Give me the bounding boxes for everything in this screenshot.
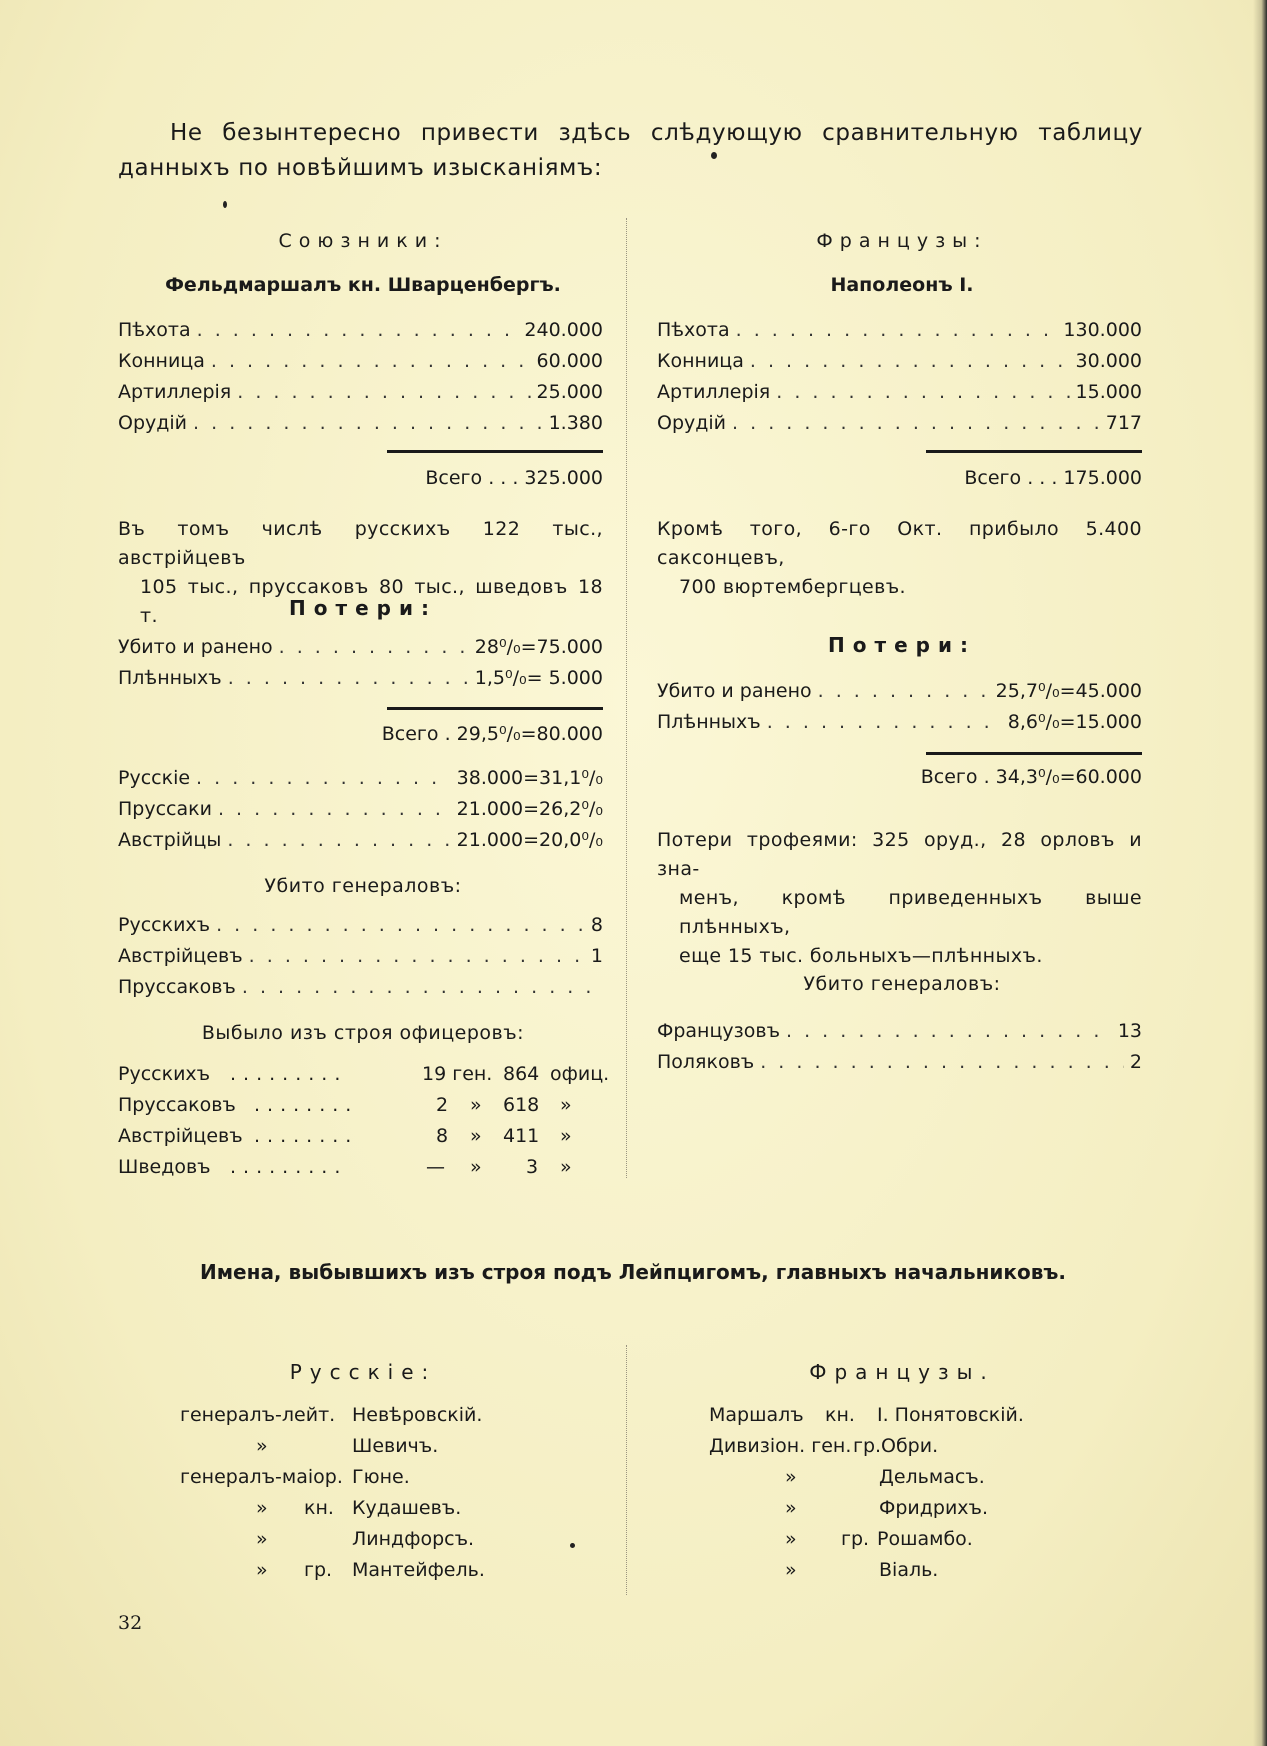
french-names-heading: Французы.	[809, 1360, 995, 1384]
sum-rule	[387, 707, 603, 710]
officer-unit: »	[560, 1156, 572, 1178]
person-name: I. Понятовскій.	[877, 1404, 1024, 1426]
row-value: 25.000	[536, 381, 603, 403]
leader-dots: ........	[254, 1125, 359, 1147]
name-row	[180, 1497, 580, 1525]
officer-generals: —	[426, 1156, 445, 1178]
row-label: Русскихъ	[118, 1063, 211, 1085]
note-line: 700 вюртембергцевъ.	[679, 576, 906, 598]
row-value: 8	[590, 914, 603, 936]
name-row	[709, 1435, 1129, 1463]
row-label: Пруссаки	[118, 798, 212, 820]
ink-speck	[223, 201, 227, 208]
officer-unit: »	[560, 1125, 572, 1147]
rank: »	[785, 1559, 797, 1581]
allies-heading: Союзники:	[278, 230, 448, 252]
row-label: Конница	[657, 350, 744, 372]
row-value: 13	[1117, 1020, 1142, 1042]
person-name: Обри.	[881, 1435, 939, 1457]
officer-unit: офиц.	[550, 1063, 610, 1085]
person-title: кн.	[825, 1404, 855, 1426]
note-line: 105 тыс., пруссаковъ 80 тыс., шведовъ 18 т.	[140, 576, 603, 627]
allies-general-row	[118, 914, 603, 942]
row-label: Пруссаковъ	[118, 1094, 236, 1116]
row-label: Поляковъ	[657, 1051, 755, 1073]
leader-dots: ........	[254, 1094, 359, 1116]
rank: генералъ-маіор.	[180, 1466, 343, 1488]
russian-names-heading: Русскіе:	[289, 1360, 437, 1384]
column-divider	[626, 218, 627, 1178]
name-row	[180, 1435, 580, 1463]
french-force-row	[657, 350, 1142, 378]
allies-nation-row	[118, 798, 603, 826]
names-title: Имена, выбывшихъ изъ строя подъ Лейпцигомъ, главныхъ начальниковъ.	[199, 1260, 1067, 1284]
page-edge	[1253, 0, 1267, 1746]
row-value: 28⁰/₀=75.000	[474, 636, 603, 658]
row-label: Австрійцевъ	[118, 945, 243, 967]
name-row	[180, 1404, 580, 1432]
allies-commander: Фельдмаршалъ кн. Шварценбергъ.	[165, 274, 561, 296]
leader-dots	[279, 636, 469, 658]
leader-dots	[228, 667, 469, 689]
officer-generals: 8	[436, 1125, 449, 1147]
allies-force-row	[118, 350, 603, 378]
officer-count: 864	[503, 1063, 540, 1085]
rank: Дивизіон. ген.	[709, 1435, 852, 1457]
leader-dots	[767, 711, 1002, 733]
leader-dots	[218, 798, 451, 820]
allies-general-row	[118, 976, 603, 1004]
row-value: 60.000	[536, 350, 603, 372]
leader-dots	[750, 350, 1070, 372]
allies-losses-heading: Потери:	[289, 596, 437, 620]
rank: »	[256, 1435, 268, 1457]
note-line: Потери трофеями: 325 оруд., 28 орловъ и зна-	[657, 829, 1142, 880]
french-commander: Наполеонъ I.	[830, 274, 974, 296]
leader-dots	[211, 350, 531, 372]
row-label: Убито и ранено	[118, 636, 273, 658]
row-label: Плѣнныхъ	[657, 711, 761, 733]
row-label: Русскіе	[118, 767, 191, 789]
intro-paragraph: Не безынтересно привести здѣсь слѣдующую сравнительную таблицу данныхъ по новѣйшимъ изысканіямъ:	[118, 120, 1143, 181]
row-label: Конница	[118, 350, 205, 372]
french-total: Всего . . . 175.000	[964, 467, 1142, 489]
officer-count: 411	[503, 1125, 540, 1147]
person-name: Віаль.	[879, 1559, 939, 1581]
row-label: Орудій	[118, 412, 188, 434]
note-line: Въ томъ числѣ русскихъ 122 тыс., австрійцевъ	[118, 518, 603, 569]
name-row	[180, 1466, 580, 1494]
officer-generals: 2	[436, 1094, 449, 1116]
french-general-row	[657, 1020, 1142, 1048]
name-row	[709, 1466, 1129, 1494]
allies-officer-row	[118, 1125, 603, 1153]
allies-officer-row	[118, 1156, 603, 1184]
name-row	[180, 1528, 580, 1556]
row-value: 21.000=26,2⁰/₀	[456, 798, 603, 820]
allies-officer-row	[118, 1063, 610, 1091]
row-value: 21.000=20,0⁰/₀	[456, 829, 603, 851]
row-value: 717	[1105, 412, 1142, 434]
leader-dots	[197, 319, 519, 341]
allies-nation-row	[118, 767, 603, 795]
leader-dots	[786, 1020, 1112, 1042]
person-name: Гюне.	[352, 1466, 410, 1488]
sum-rule	[387, 450, 603, 453]
person-name: Шевичъ.	[352, 1435, 439, 1457]
french-force-row	[657, 319, 1142, 347]
allies-general-row	[118, 945, 603, 973]
leader-dots	[776, 381, 1069, 403]
row-label: Плѣнныхъ	[118, 667, 222, 689]
allies-force-row	[118, 319, 603, 347]
allies-force-row	[118, 412, 603, 440]
person-name: Мантейфель.	[352, 1559, 485, 1581]
rank: »	[785, 1466, 797, 1488]
allies-officers-heading: Выбыло изъ строя офицеровъ:	[201, 1022, 525, 1044]
french-note	[657, 515, 1142, 602]
leader-dots	[193, 412, 543, 434]
row-label: Пѣхота	[118, 319, 191, 341]
french-trophies	[657, 826, 1142, 971]
row-value: 1	[590, 945, 603, 967]
leader-dots: .........	[230, 1156, 348, 1178]
row-label: Шведовъ	[118, 1156, 211, 1178]
person-title: гр.	[853, 1435, 882, 1457]
leader-dots	[249, 945, 585, 967]
row-label: Артиллерія	[118, 381, 232, 403]
row-label: Австрійцы	[118, 829, 222, 851]
row-label: Убито и ранено	[657, 680, 812, 702]
row-value: 30.000	[1075, 350, 1142, 372]
person-title: гр.	[841, 1528, 870, 1550]
row-value: 38.000=31,1⁰/₀	[456, 767, 603, 789]
note-line: Кромѣ того, 6-го Окт. прибыло 5.400 саксонцевъ,	[657, 518, 1142, 569]
allies-loss-row	[118, 667, 603, 695]
row-value: 1.380	[548, 412, 603, 434]
person-name: Линдфорсъ.	[352, 1528, 475, 1550]
allies-officer-row	[118, 1094, 603, 1122]
rank: »	[256, 1528, 268, 1550]
row-value: 240.000	[524, 319, 603, 341]
officer-count: 618	[503, 1094, 540, 1116]
officer-generals: 19 ген.	[422, 1063, 493, 1085]
allies-force-row	[118, 381, 603, 409]
french-force-row	[657, 381, 1142, 409]
leader-dots: .........	[230, 1063, 348, 1085]
person-name: Невѣровскій.	[352, 1404, 483, 1426]
name-row	[709, 1528, 1129, 1556]
ditto-mark: »	[470, 1156, 482, 1178]
name-row	[709, 1497, 1129, 1525]
name-row	[709, 1404, 1129, 1432]
leader-dots	[216, 914, 585, 936]
french-generals-heading: Убито генераловъ:	[803, 973, 1001, 995]
allies-generals-heading: Убито генераловъ:	[264, 875, 462, 897]
person-title: кн.	[304, 1497, 334, 1519]
name-row	[709, 1559, 1129, 1587]
rank: »	[256, 1497, 268, 1519]
row-label: Артиллерія	[657, 381, 771, 403]
row-value: 15.000	[1075, 381, 1142, 403]
row-label: Орудій	[657, 412, 727, 434]
leader-dots	[736, 319, 1058, 341]
row-label: Австрійцевъ	[118, 1125, 243, 1147]
row-value: 1,5⁰/₀= 5.000	[474, 667, 603, 689]
column-divider	[626, 1345, 627, 1595]
leader-dots	[818, 680, 990, 702]
row-label: Русскихъ	[118, 914, 211, 936]
allies-nation-row	[118, 829, 603, 857]
allies-losses-total: Всего . 29,5⁰/₀=80.000	[381, 723, 603, 745]
french-loss-row	[657, 711, 1142, 739]
allies-total: Всего . . . 325.000	[425, 467, 603, 489]
person-name: Дельмасъ.	[879, 1466, 985, 1488]
officer-count: 3	[526, 1156, 539, 1178]
rank: »	[785, 1528, 797, 1550]
officer-unit: »	[560, 1094, 572, 1116]
french-general-row	[657, 1051, 1142, 1079]
leader-dots	[196, 767, 451, 789]
sum-rule	[926, 752, 1142, 755]
leader-dots	[732, 412, 1100, 434]
french-force-row	[657, 412, 1142, 440]
note-line: еще 15 тыс. больныхъ—плѣнныхъ.	[679, 945, 1043, 967]
rank: »	[256, 1559, 268, 1581]
rank: Маршалъ	[709, 1404, 804, 1426]
person-title: гр.	[304, 1559, 333, 1581]
allies-loss-row	[118, 636, 603, 664]
sum-rule	[926, 450, 1142, 453]
row-value: 25,7⁰/₀=45.000	[995, 680, 1142, 702]
name-row	[180, 1559, 580, 1587]
ditto-mark: »	[470, 1094, 482, 1116]
page-number: 32	[118, 1612, 143, 1634]
ditto-mark: »	[470, 1125, 482, 1147]
person-name: Фридрихъ.	[879, 1497, 989, 1519]
row-value: 130.000	[1063, 319, 1142, 341]
note-line: менъ, кромѣ приведенныхъ выше плѣнныхъ,	[679, 887, 1142, 938]
row-value: 2	[1129, 1051, 1142, 1073]
rank: »	[785, 1497, 797, 1519]
french-losses-heading: Потери:	[828, 633, 976, 657]
leader-dots	[237, 381, 530, 403]
row-label: Пруссаковъ	[118, 976, 236, 998]
person-name: Кудашевъ.	[352, 1497, 462, 1519]
french-loss-row	[657, 680, 1142, 708]
row-value: 8,6⁰/₀=15.000	[1007, 711, 1142, 733]
leader-dots	[760, 1051, 1124, 1073]
row-label: Пѣхота	[657, 319, 730, 341]
leader-dots	[242, 976, 597, 998]
person-name: Рошамбо.	[877, 1528, 973, 1550]
row-label: Французовъ	[657, 1020, 781, 1042]
french-heading: Французы:	[816, 230, 988, 252]
rank: генералъ-лейт.	[180, 1404, 336, 1426]
leader-dots	[227, 829, 450, 851]
french-losses-total: Всего . 34,3⁰/₀=60.000	[920, 766, 1142, 788]
